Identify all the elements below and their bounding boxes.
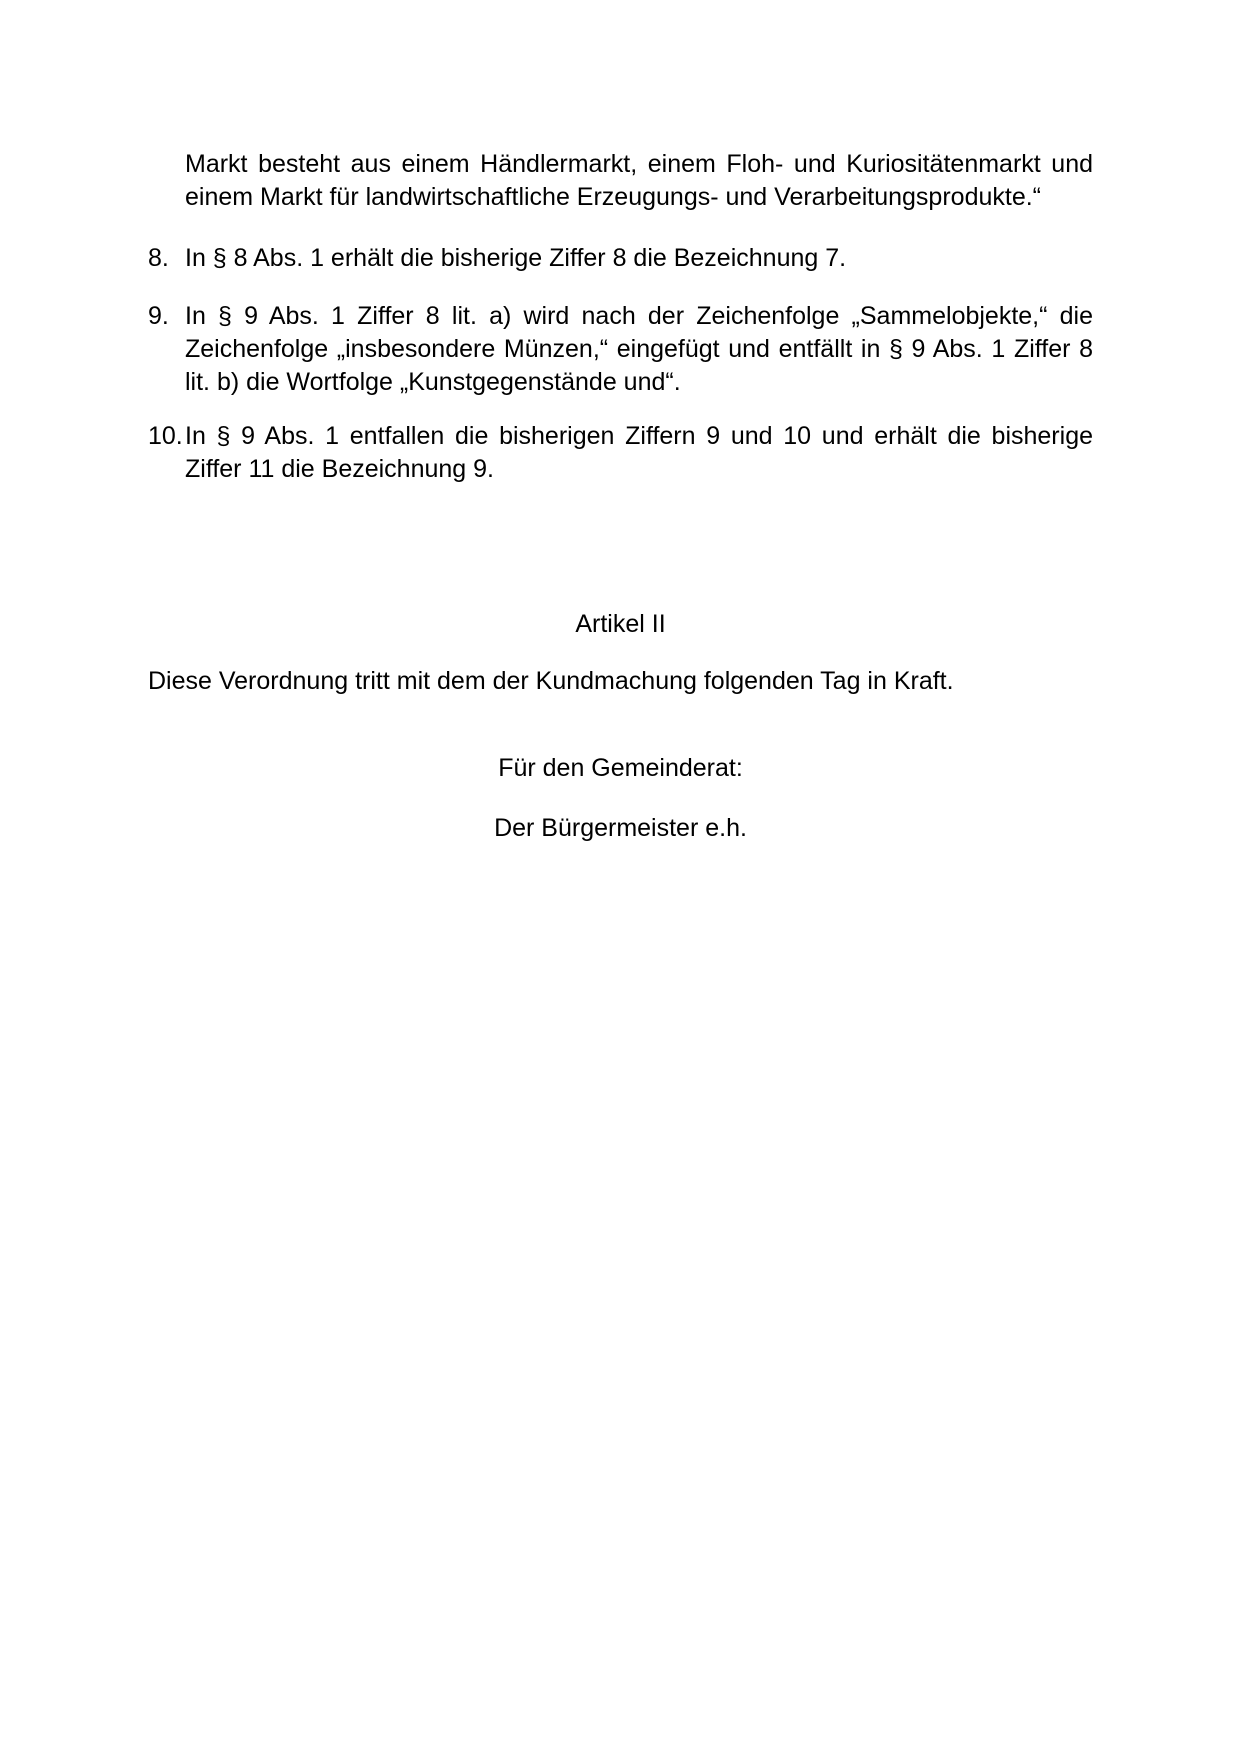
list-item-text: In § 9 Abs. 1 entfallen die bisherigen Ziffern 9 und 10 und erhält die bisherige Ziffer 11 die Bezeichnung 9. bbox=[185, 422, 1093, 483]
signature-for-council: Für den Gemeinderat: bbox=[498, 754, 743, 782]
list-item-8 bbox=[148, 242, 1093, 275]
effective-clause: Diese Verordnung tritt mit dem der Kundmachung folgenden Tag in Kraft. bbox=[148, 667, 954, 695]
list-item-text: In § 8 Abs. 1 erhält die bisherige Ziffer 8 die Bezeichnung 7. bbox=[185, 244, 847, 272]
signature-mayor: Der Bürgermeister e.h. bbox=[494, 814, 747, 842]
list-item-10 bbox=[148, 420, 1093, 486]
list-item-number: 10. bbox=[148, 422, 183, 450]
list-item-number: 9. bbox=[148, 302, 169, 330]
intro-paragraph: Markt besteht aus einem Händlermarkt, einem Floh- und Kuriositätenmarkt und einem Markt für landwirtschaftliche Erzeugungs- und Verarbeitungsprodukte.“ bbox=[185, 150, 1093, 211]
list-item-number: 8. bbox=[148, 244, 169, 272]
article-heading: Artikel II bbox=[575, 610, 666, 638]
document-content bbox=[148, 148, 1093, 845]
list-item-9 bbox=[148, 300, 1093, 399]
list-item-text: In § 9 Abs. 1 Ziffer 8 lit. a) wird nach der Zeichenfolge „Sammelobjekte,“ die Zeichenfolge „insbesondere Münzen,“ eingefügt und entfällt in § 9 Abs. 1 Ziffer 8 lit. b) die Wortfolge „Kunstgegenstände und“. bbox=[185, 302, 1093, 396]
